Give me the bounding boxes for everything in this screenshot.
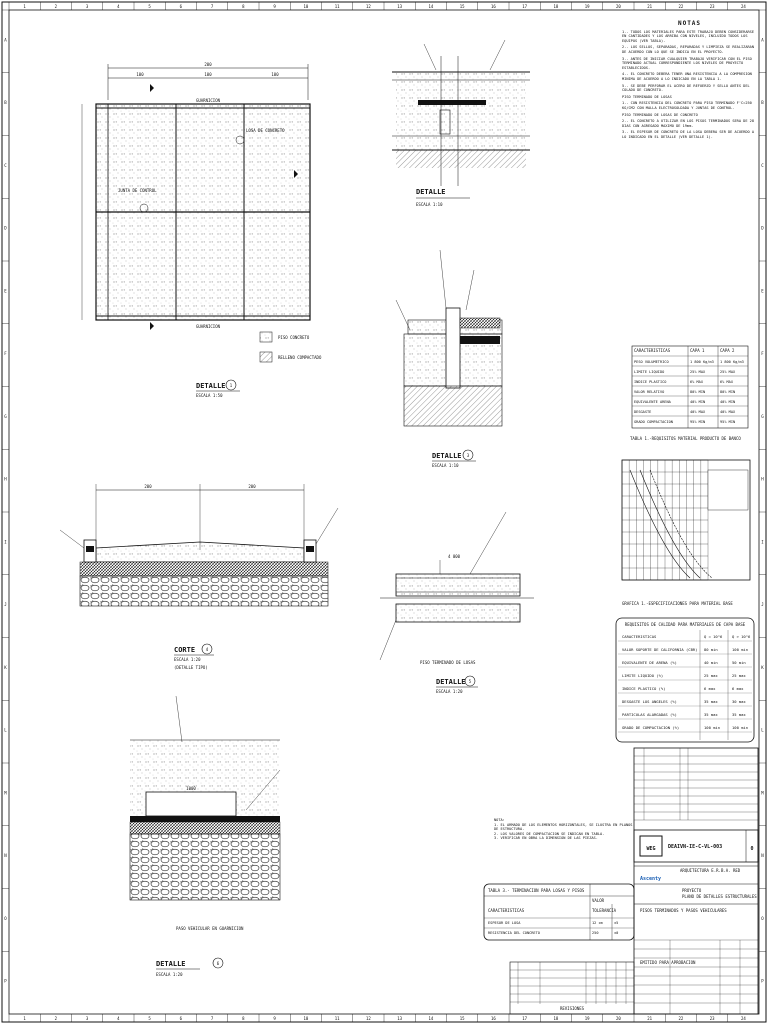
detail-4-num: 4 xyxy=(205,647,209,652)
general-notes xyxy=(622,22,757,141)
table-2-cell: 80 min xyxy=(704,647,718,652)
table-2-cell: Q = 10^6 xyxy=(704,634,723,639)
zone-letter-right: M xyxy=(761,790,764,796)
zone-letter-right: L xyxy=(761,727,764,733)
zone-number-bottom: 22 xyxy=(678,1016,684,1021)
notes-subhead: PISO TERMINADO DE LOSAS xyxy=(622,94,672,99)
zone-letter-right: I xyxy=(761,539,764,545)
detail-1-title: DETALLE xyxy=(196,382,226,390)
zone-letter-right: P xyxy=(761,978,764,984)
zone-letter-left: D xyxy=(4,225,7,231)
table-2-cell: 100 min xyxy=(732,647,749,652)
table-3-cell: RESISTENCIA DEL CONCRETO xyxy=(488,931,540,935)
table-3-cell: ESPESOR DE LOSA xyxy=(488,921,521,925)
table-2-cell: CARACTERISTICAS xyxy=(622,634,657,639)
table-1-cell: 6% MAX xyxy=(720,380,733,384)
table-1-cell: 40% MAX xyxy=(720,410,736,414)
zone-letter-left: A xyxy=(4,37,7,43)
detail-1-num: 1 xyxy=(229,383,233,388)
zone-number-top: 6 xyxy=(179,4,183,9)
d4-dim-2: 200 xyxy=(248,484,256,489)
zone-number-top: 2 xyxy=(54,4,58,9)
t1-h1: CARACTERISTICAS xyxy=(634,348,671,353)
table-1-cell: 40% MIN xyxy=(690,400,706,404)
note-item: 4.- EL CONCRETO DEBERA TENER UNA RESISTENCIA A LA COMPRESION MINIMA DE ACUERDO A LO INDICADO EN LA TABLA 1. xyxy=(622,72,752,81)
table-1-cell: 80% MIN xyxy=(690,390,706,394)
zone-letter-left: K xyxy=(4,664,7,670)
table-1-cell: DESGASTE xyxy=(634,410,652,414)
zone-number-top: 8 xyxy=(242,4,245,9)
detail-5-num: 5 xyxy=(468,679,472,684)
note-subitem: 2.- EL CONCRETO A UTILIZAR EN LOS PISOS TERMINADOS SERA DE 28 DIAS CON AGREGADO MAXIMO DE 19mm. xyxy=(622,119,754,128)
table-2-cell: 6 max xyxy=(732,686,744,691)
detail-5-sub: PISO TERMINADO DE LOSAS xyxy=(420,660,476,665)
dim-top-2: 100 xyxy=(204,72,212,77)
zone-number-bottom: 16 xyxy=(490,1016,496,1021)
zone-letter-left: L xyxy=(4,727,7,733)
notes-title: NOTAS xyxy=(677,20,702,27)
table-1 xyxy=(630,346,748,441)
table-3 xyxy=(484,884,634,940)
table-2-cell: GRADO DE COMPACTACION (%) xyxy=(622,725,680,730)
zone-number-top: 3 xyxy=(85,4,89,9)
t3-h2: VALOR xyxy=(592,898,605,903)
table-2-cell: DESGASTE LOS ANGELES (%) xyxy=(622,699,677,704)
detail-2-scale: ESCALA 1:10 xyxy=(416,202,443,207)
zone-number-top: 22 xyxy=(678,4,684,9)
zone-number-top: 10 xyxy=(303,4,309,9)
revision-strip xyxy=(510,962,634,1014)
zone-number-bottom: 23 xyxy=(709,1016,715,1021)
table-3-cell: 12 cm xyxy=(592,921,603,925)
detail-6-title: DETALLE xyxy=(156,960,186,968)
guarnicion-top-label: GUARNICION xyxy=(195,98,221,103)
losa-label: LOSA DE CONCRETO xyxy=(246,128,285,133)
table-2-cell: 35 max xyxy=(732,712,746,717)
detail-4-section xyxy=(60,484,338,670)
drawing-subject: PISOS TERMINADOS Y PASOS VEHICULARES xyxy=(640,908,727,913)
table-2-cell: INDICE PLASTICO (%) xyxy=(622,686,666,691)
detail-4-sub: (DETALLE TIPO) xyxy=(174,665,208,670)
zone-letter-right: G xyxy=(761,413,764,419)
zone-letter-left: G xyxy=(4,413,7,419)
detail-6-sub: PASO VEHICULAR EN GUARNICION xyxy=(176,926,244,931)
t1-h3: CAPA 2 xyxy=(720,348,735,353)
title-line-2: PLANO DE DETALLES ESTRUCTURALES xyxy=(682,894,757,899)
zone-number-bottom: 4 xyxy=(117,1016,120,1021)
brand-logo-text: WEG xyxy=(646,846,656,852)
table-3-cell: 250 xyxy=(592,931,599,935)
t3-h1: CARACTERISTICAS xyxy=(488,908,525,913)
table-2-cell: EQUIVALENTE DE ARENA (%) xyxy=(622,660,677,665)
table-1-cell: 95% MIN xyxy=(720,420,736,424)
graph-1-caption: GRAFICA 1.-ESPECIFICACIONES PARA MATERIAL BASE xyxy=(622,601,733,606)
client-logo-text: Ascenty xyxy=(640,876,662,882)
d5-dim-label: 4 000 xyxy=(448,554,461,559)
note-item: 1.- TODOS LOS MATERIALES PARA ESTE TRABAJO DEBEN CONSIDERARSE EN CANTIDADES Y LOS ARRIBA CON NIVELES, INCLUIDO TODOS LOS EQUIPOS (VER TABLA). xyxy=(622,29,754,43)
zone-number-top: 14 xyxy=(428,4,434,9)
note-item: 3.- ANTES DE INICIAR CUALQUIER TRABAJO VERIFICAR CON EL PISO TERMINADO ACTUAL CORRESPONDIENTE LOS NIVELES DE PROYECTO ESTABLECIDOS. xyxy=(622,56,752,70)
zone-number-bottom: 14 xyxy=(428,1016,434,1021)
detail-5-section xyxy=(380,512,534,694)
table-2-cell: LIMITE LIQUIDO (%) xyxy=(622,673,664,678)
detail-5-title: DETALLE xyxy=(436,678,466,686)
zone-letter-right: C xyxy=(761,162,764,168)
zone-letter-right: H xyxy=(761,476,764,482)
zone-number-bottom: 24 xyxy=(740,1016,746,1021)
table-1-cell: INDICE PLASTICO xyxy=(634,380,667,384)
table-1-cell: 80% MIN xyxy=(720,390,736,394)
dim-top-3: 100 xyxy=(271,72,279,77)
zone-number-bottom: 1 xyxy=(23,1016,26,1021)
zone-number-top: 23 xyxy=(709,4,715,9)
table-1-cell: 1 800 Kg/m3 xyxy=(690,360,714,364)
note-block-title: NOTA: xyxy=(494,818,505,822)
table-1-cell: 95% MIN xyxy=(690,420,706,424)
zone-number-bottom: 21 xyxy=(647,1016,653,1021)
table-1-cell: PESO VOLUMETRICO xyxy=(634,360,669,364)
detail-4-title: CORTE xyxy=(174,646,196,654)
note-item: 2.- LOS SELLOS, SEPARADAS, REPARADAS Y LIMPIEZA SE REALIZARAN DE ACUERDO CON LO QUE SE INDICA EN EL PROYECTO. xyxy=(622,45,754,54)
zone-number-bottom: 3 xyxy=(85,1016,89,1021)
detail-3-title: DETALLE xyxy=(432,452,462,460)
table-1-caption: TABLA 1.-REQUISITOS MATERIAL PRODUCTO DE BANCO xyxy=(630,436,741,441)
t3-h3: TOLERANCIA xyxy=(592,908,617,913)
zone-number-top: 5 xyxy=(148,4,151,9)
graph-1 xyxy=(622,460,750,606)
zone-number-bottom: 7 xyxy=(210,1016,214,1021)
zone-number-top: 12 xyxy=(365,4,371,9)
drawing-number: DEAIVN-IE-C-VL-003 xyxy=(668,844,723,850)
table-2-cell: 25 max xyxy=(732,673,746,678)
detail-6-num: 6 xyxy=(216,961,220,966)
zone-letter-right: J xyxy=(761,602,764,608)
zone-number-bottom: 5 xyxy=(148,1016,151,1021)
table-2-cell: 25 max xyxy=(704,673,718,678)
zone-letter-right: O xyxy=(761,915,764,921)
table-1-cell: 25% MAX xyxy=(720,370,736,374)
project-name: ARQUITECTURA E.R.B.A. RED xyxy=(680,868,741,873)
zone-letter-right: A xyxy=(761,37,764,43)
zone-letter-left: C xyxy=(4,162,7,168)
note-subitem: 1.- CON RESISTENCIA DEL CONCRETO PARA PISO TERMINADO F'C=250 KG/CM2 CON MALLA ELECTROSOLDADA Y JUNTAS DE CONTROL. xyxy=(622,101,752,110)
table-1-cell: 1 800 Kg/m3 xyxy=(720,360,744,364)
table-2-cell: 100 min xyxy=(732,725,749,730)
legend-item-2: RELLENO COMPACTADO xyxy=(278,355,322,360)
zone-number-top: 11 xyxy=(334,4,340,9)
zone-number-top: 7 xyxy=(210,4,214,9)
table-3-cell: ±5 xyxy=(614,921,619,925)
zone-letter-left: I xyxy=(4,539,7,545)
zone-number-bottom: 8 xyxy=(242,1016,245,1021)
legend-item-1: PISO CONCRETO xyxy=(278,335,310,340)
zone-letter-right: K xyxy=(761,664,764,670)
zone-letter-right: B xyxy=(761,100,764,106)
notes-subhead: PISO TERMINADO DE LOSAS DE CONCRETO xyxy=(622,112,698,117)
zone-number-bottom: 11 xyxy=(334,1016,340,1021)
detail-4-scale: ESCALA 1:20 xyxy=(174,657,201,662)
zone-number-top: 24 xyxy=(740,4,746,9)
d4-dim-1: 200 xyxy=(144,484,152,489)
dim-top-total: 200 xyxy=(204,62,212,67)
zone-letter-left: J xyxy=(4,602,7,608)
table-3-cell: ±0 xyxy=(614,931,619,935)
zone-number-bottom: 6 xyxy=(179,1016,183,1021)
title-block xyxy=(634,748,758,1014)
title-line-1: PROYECTO xyxy=(682,888,702,893)
zone-number-top: 20 xyxy=(615,4,621,9)
detail-6-scale: ESCALA 1:20 xyxy=(156,972,183,977)
table-3-title: TABLA 3.- TERMINACION PARA LOSAS Y PISOS xyxy=(488,888,585,893)
d6-dim-label: 1000 xyxy=(186,786,196,791)
zone-number-bottom: 2 xyxy=(54,1016,58,1021)
zone-number-bottom: 18 xyxy=(553,1016,559,1021)
zone-number-top: 13 xyxy=(397,4,403,9)
detail-3-section xyxy=(396,250,502,468)
zone-letter-left: B xyxy=(4,100,7,106)
detail-3-num: 3 xyxy=(466,453,470,458)
note-item: 5.- SE DEBE PERFORAR EL ACERO DE REFUERZO Y SELLO ANTES DEL COLADO DE CONCRETO. xyxy=(622,83,750,93)
zone-number-top: 4 xyxy=(117,4,120,9)
detail-1-plan xyxy=(82,62,322,398)
detail-1-scale: ESCALA 1:50 xyxy=(196,393,223,398)
t1-h2: CAPA 1 xyxy=(690,348,705,353)
detail-5-scale: ESCALA 1:20 xyxy=(436,689,463,694)
table-2-cell: 6 max xyxy=(704,686,716,691)
zone-number-top: 16 xyxy=(490,4,496,9)
note-block-item: 3. VERIFICAR EN OBRA LA DIMENSION DE LAS PIEZAS. xyxy=(494,836,598,841)
zone-number-bottom: 12 xyxy=(365,1016,371,1021)
table-1-cell: EQUIVALENTE ARENA xyxy=(634,400,671,404)
detail-2-title: DETALLE xyxy=(416,188,446,196)
zone-number-top: 1 xyxy=(23,4,26,9)
table-2-cell: 35 max xyxy=(704,712,718,717)
zone-number-bottom: 10 xyxy=(303,1016,309,1021)
table-1-cell: LIMITE LIQUIDO xyxy=(634,370,665,374)
table-2-cell: 35 max xyxy=(704,699,718,704)
note-subitem: 3.- EL ESPESOR DE CONCRETO DE LA LOSA DEBERA SER DE ACUERDO A LO INDICADO EN EL DETALLE (VER DETALLE 1). xyxy=(622,130,754,139)
guarnicion-bottom-label: GUARNICION xyxy=(195,324,221,329)
zone-letter-right: D xyxy=(761,225,764,231)
table-2-cell: 40 min xyxy=(704,660,718,665)
zone-letter-left: M xyxy=(4,790,7,796)
junta-label: JUNTA DE CONTROL xyxy=(118,188,157,193)
revisions-label: REVISIONES xyxy=(559,1006,585,1011)
zone-number-top: 15 xyxy=(459,4,465,9)
table-1-cell: 25% MAX xyxy=(690,370,706,374)
zone-number-bottom: 9 xyxy=(273,1016,276,1021)
detail-2-section xyxy=(392,40,530,207)
zone-letter-right: F xyxy=(761,351,764,357)
zone-number-bottom: 15 xyxy=(459,1016,465,1021)
revision-number: 0 xyxy=(750,846,754,852)
table-1-cell: VALOR RELATIVO xyxy=(634,390,665,394)
zone-letter-left: H xyxy=(4,476,7,482)
issued-status: EMITIDO PARA APROBACION xyxy=(640,960,696,965)
note-block xyxy=(494,818,634,841)
zone-number-top: 9 xyxy=(273,4,276,9)
table-2-cell: 50 min xyxy=(732,660,746,665)
zone-letter-left: N xyxy=(4,853,7,859)
detail-3-scale: ESCALA 1:10 xyxy=(432,463,459,468)
zone-number-top: 19 xyxy=(584,4,590,9)
zone-number-bottom: 19 xyxy=(584,1016,590,1021)
table-1-cell: 40% MAX xyxy=(690,410,706,414)
zone-letter-left: O xyxy=(4,915,7,921)
table-1-cell: 40% MIN xyxy=(720,400,736,404)
table-1-cell: 6% MAX xyxy=(690,380,703,384)
zone-letter-left: F xyxy=(4,351,7,357)
table-2-cell: 30 max xyxy=(732,699,746,704)
zone-letter-right: E xyxy=(761,288,764,294)
table-2-title: REQUISITOS DE CALIDAD PARA MATERIALES DE CAPA BASE xyxy=(624,622,746,627)
zone-number-bottom: 17 xyxy=(522,1016,528,1021)
zone-letter-left: E xyxy=(4,288,7,294)
note-block-item: 2. LOS VALORES DE COMPACTACION SE INDICAN EN TABLA. xyxy=(494,831,605,836)
table-2-cell: Q > 10^6 xyxy=(732,634,751,639)
zone-letter-left: P xyxy=(4,978,7,984)
dim-top-1: 100 xyxy=(136,72,144,77)
zone-number-bottom: 20 xyxy=(615,1016,621,1021)
table-1-cell: GRADO COMPACTACION xyxy=(634,420,673,424)
detail-6-section xyxy=(130,696,280,977)
table-2-cell: PARTICULAS ALARGADAS (%) xyxy=(622,712,677,717)
zone-number-bottom: 13 xyxy=(397,1016,403,1021)
zone-letter-right: N xyxy=(761,853,764,859)
table-2-cell: 100 min xyxy=(704,725,721,730)
zone-number-top: 18 xyxy=(553,4,559,9)
table-2 xyxy=(616,618,754,742)
table-2-cell: VALOR SOPORTE DE CALIFORNIA (CBR) xyxy=(622,647,698,652)
zone-number-top: 21 xyxy=(647,4,653,9)
note-block-item: 1. EL ARMADO DE LOS ELEMENTOS HORIZONTALES, SE ILUSTRA EN PLANOS DE ESTRUCTURA. xyxy=(494,822,633,832)
zone-number-top: 17 xyxy=(522,4,528,9)
